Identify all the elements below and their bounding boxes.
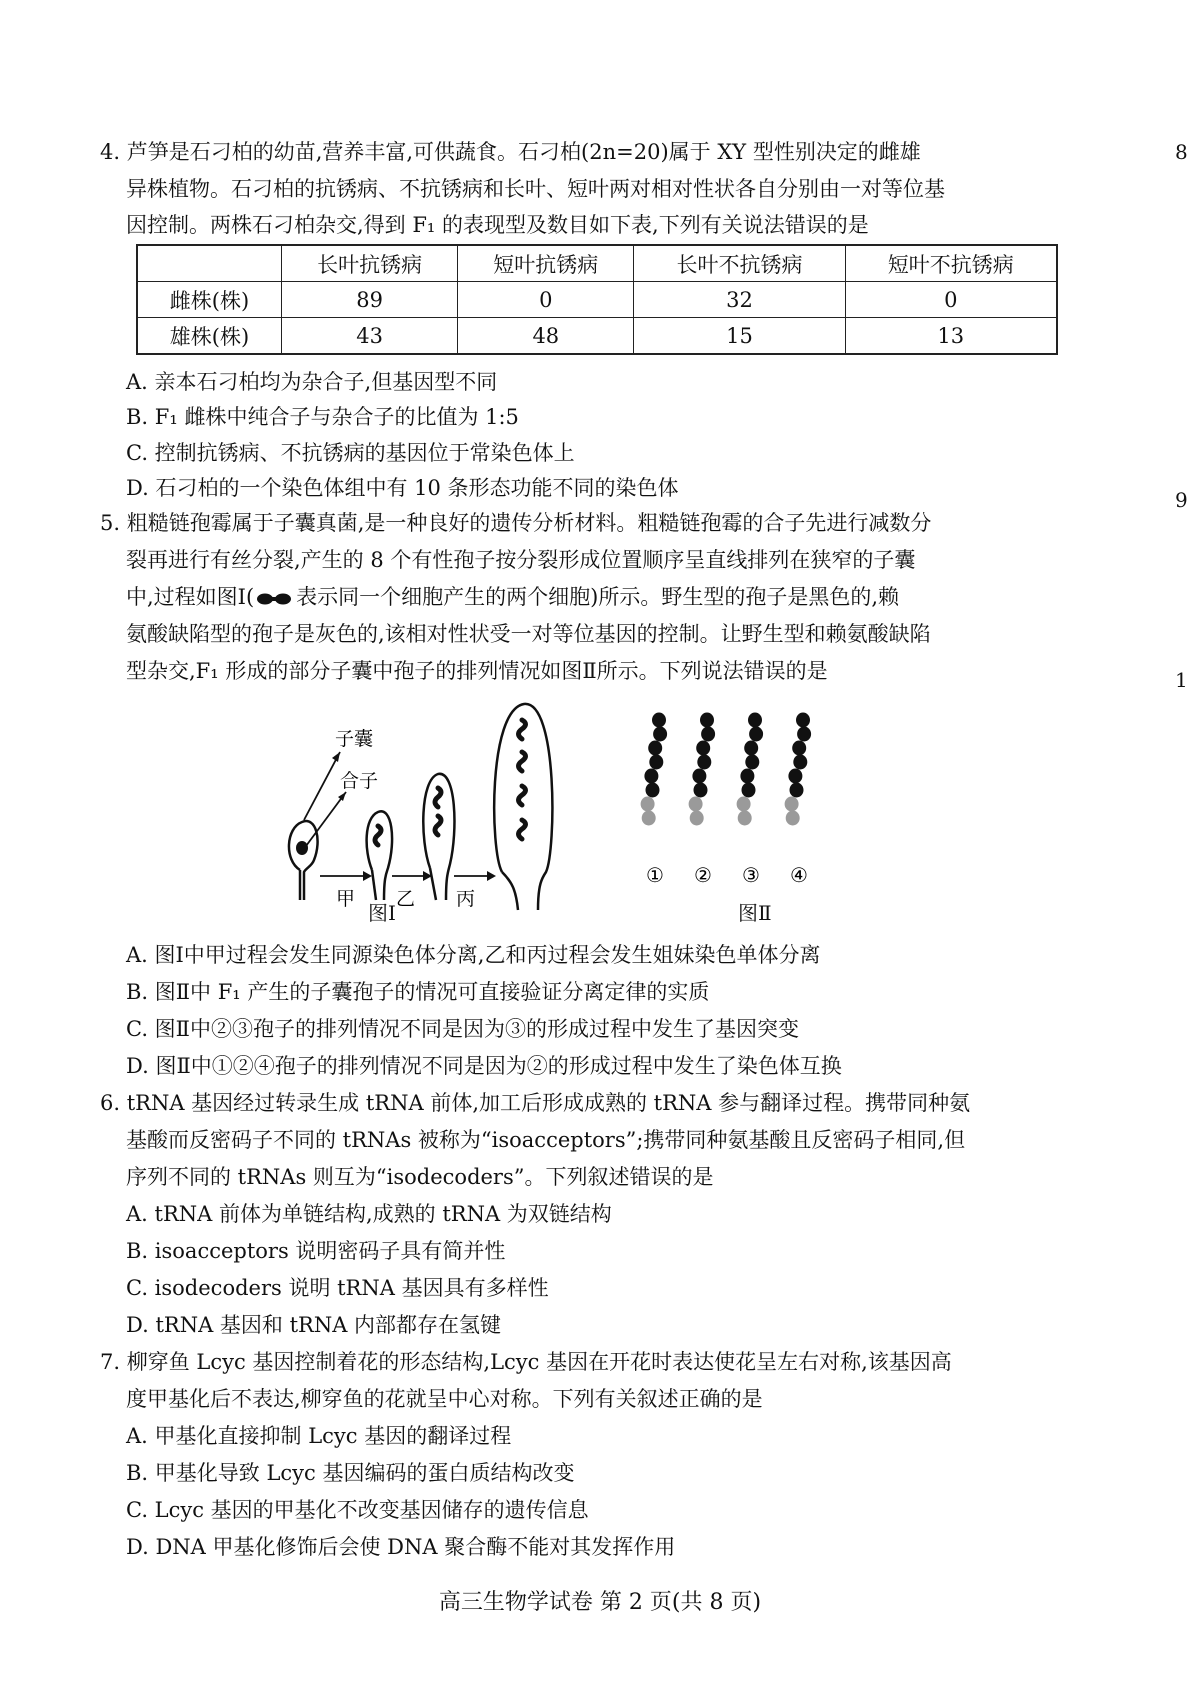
f1-phenotype-table	[136, 244, 1058, 355]
ascus-stage-2	[367, 811, 392, 900]
table-cell: 15	[634, 318, 845, 355]
gray-spore	[642, 811, 656, 826]
black-spore	[792, 741, 806, 756]
label-zygote: 合子	[340, 770, 379, 792]
table-header-cell: 短叶不抗锈病	[845, 245, 1057, 282]
q7-option-d: D. DNA 甲基化修饰后会使 DNA 聚合酶不能对其发挥作用	[126, 1535, 676, 1559]
figure-1-ascus-diagram	[280, 700, 570, 915]
black-spore	[646, 783, 660, 798]
black-spore	[793, 755, 807, 770]
table-cell: 48	[458, 318, 634, 355]
label-ascus-2: ②	[694, 863, 712, 887]
table-header-row	[137, 245, 1057, 282]
q7-stem-line: 度甲基化后不表达,柳穿鱼的花就呈中心对称。下列有关叙述正确的是	[126, 1387, 763, 1411]
black-spore	[652, 713, 666, 728]
q5-stem-fragment: 中,过程如图Ⅰ(	[126, 585, 255, 609]
margin-number: 9	[1175, 488, 1188, 512]
table-cell: 0	[458, 282, 634, 318]
gray-spore	[738, 811, 752, 826]
q7-stem-line: 7. 柳穿鱼 Lcyc 基因控制着花的形态结构,Lcyc 基因在开花时表达使花呈左右对称,该基因高	[100, 1350, 952, 1374]
black-spore	[692, 769, 706, 784]
table-cell: 雄株(株)	[137, 318, 282, 355]
table-cell: 32	[634, 282, 845, 318]
q4-option-b: B. F₁ 雌株中纯合子与杂合子的比值为 1:5	[126, 405, 519, 429]
label-yi: 乙	[396, 888, 416, 910]
label-ascus: 子囊	[335, 728, 374, 750]
table-cell: 89	[282, 282, 458, 318]
table-header-cell: 长叶抗锈病	[282, 245, 458, 282]
table-header-cell	[137, 245, 282, 282]
q5-option-c: C. 图Ⅱ中②③孢子的排列情况不同是因为③的形成过程中发生了基因突变	[126, 1017, 799, 1041]
q4-stem-line: 因控制。两株石刁柏杂交,得到 F₁ 的表现型及数目如下表,下列有关说法错误的是	[126, 213, 869, 237]
q7-option-b: B. 甲基化导致 Lcyc 基因编码的蛋白质结构改变	[126, 1461, 575, 1485]
black-spore	[653, 727, 667, 742]
black-spore	[788, 769, 802, 784]
black-spore	[748, 713, 762, 728]
q6-option-c: C. isodecoders 说明 tRNA 基因具有多样性	[126, 1276, 549, 1300]
q7-option-a: A. 甲基化直接抑制 Lcyc 基因的翻译过程	[126, 1424, 512, 1448]
gray-spore	[689, 797, 703, 812]
black-spore	[740, 769, 754, 784]
black-spore	[696, 741, 710, 756]
table-cell: 43	[282, 318, 458, 355]
label-ascus-3: ③	[742, 863, 760, 887]
table-header-cell: 长叶不抗锈病	[634, 245, 845, 282]
black-spore	[701, 727, 715, 742]
q5-stem-line: 裂再进行有丝分裂,产生的 8 个有性孢子按分裂形成位置顺序呈直线排列在狭窄的子囊	[126, 548, 916, 572]
table-row	[137, 318, 1057, 355]
q4-stem-line: 异株植物。石刁柏的抗锈病、不抗锈病和长叶、短叶两对相对性状各自分别由一对等位基	[126, 177, 945, 201]
table-header-cell: 短叶抗锈病	[458, 245, 634, 282]
gray-spore	[737, 797, 751, 812]
figure-2-caption: 图Ⅱ	[738, 901, 772, 925]
figure-1-caption: 图Ⅰ	[368, 901, 396, 925]
q5-option-a: A. 图Ⅰ中甲过程会发生同源染色体分离,乙和丙过程会发生姐妹染色单体分离	[126, 943, 821, 967]
q4-stem-line: 4. 芦笋是石刁柏的幼苗,营养丰富,可供蔬食。石刁柏(2n=20)属于 XY 型性别决定的雌雄	[100, 140, 921, 164]
paired-cells-icon	[256, 592, 294, 606]
arrow-to-ascus	[304, 752, 340, 820]
margin-number: 1	[1175, 668, 1188, 692]
q5-stem-line: 氨酸缺陷型的孢子是灰色的,该相对性状受一对等位基因的控制。让野生型和赖氨酸缺陷	[126, 622, 931, 646]
gray-spore	[786, 811, 800, 826]
table-cell: 13	[845, 318, 1057, 355]
q5-stem-fragment: 表示同一个细胞产生的两个细胞)所示。野生型的孢子是黑色的,赖	[296, 585, 900, 609]
black-spore	[744, 741, 758, 756]
black-spore	[790, 783, 804, 798]
black-spore	[697, 755, 711, 770]
q6-option-b: B. isoacceptors 说明密码子具有简并性	[126, 1239, 506, 1263]
black-spore	[796, 713, 810, 728]
q4-option-c: C. 控制抗锈病、不抗锈病的基因位于常染色体上	[126, 441, 575, 465]
page-footer: 高三生物学试卷 第 2 页(共 8 页)	[438, 1590, 762, 1615]
gray-spore	[785, 797, 799, 812]
q6-option-d: D. tRNA 基因和 tRNA 内部都存在氢键	[126, 1313, 502, 1337]
black-spore	[745, 755, 759, 770]
q5-stem-line	[126, 582, 899, 612]
arrow-to-zygote	[306, 792, 346, 846]
label-jia: 甲	[336, 888, 356, 910]
black-spore	[644, 769, 658, 784]
q4-option-a: A. 亲本石刁柏均为杂合子,但基因型不同	[126, 370, 498, 394]
table-cell: 0	[845, 282, 1057, 318]
black-spore	[648, 741, 662, 756]
gray-spore	[690, 811, 704, 826]
zygote-ascus	[289, 821, 318, 900]
table-row	[137, 282, 1057, 318]
q5-stem-line: 5. 粗糙链孢霉属于子囊真菌,是一种良好的遗传分析材料。粗糙链孢霉的合子先进行减数分	[100, 511, 932, 535]
figure-2-spore-arrangements	[640, 712, 880, 887]
q7-option-c: C. Lcyc 基因的甲基化不改变基因储存的遗传信息	[126, 1498, 589, 1522]
q6-stem-line: 基酸而反密码子不同的 tRNAs 被称为“isoacceptors”;携带同种氨基酸且反密码子相同,但	[126, 1128, 966, 1152]
q5-option-d: D. 图Ⅱ中①②④孢子的排列情况不同是因为②的形成过程中发生了染色体互换	[126, 1054, 842, 1078]
q5-option-b: B. 图Ⅱ中 F₁ 产生的子囊孢子的情况可直接验证分离定律的实质	[126, 980, 710, 1004]
label-ascus-1: ①	[646, 863, 664, 887]
black-spore	[700, 713, 714, 728]
spore-columns	[641, 713, 812, 826]
q6-stem-line: 6. tRNA 基因经过转录生成 tRNA 前体,加工后形成成熟的 tRNA 参与翻译过程。携带同种氨	[100, 1091, 971, 1115]
black-spore	[649, 755, 663, 770]
black-spore	[797, 727, 811, 742]
label-ascus-4: ④	[790, 863, 808, 887]
q5-stem-line: 型杂交,F₁ 形成的部分子囊中孢子的排列情况如图Ⅱ所示。下列说法错误的是	[126, 659, 828, 683]
black-spore	[742, 783, 756, 798]
q6-option-a: A. tRNA 前体为单链结构,成熟的 tRNA 为双链结构	[126, 1202, 612, 1226]
label-bing: 丙	[456, 888, 476, 910]
table-cell: 雌株(株)	[137, 282, 282, 318]
q4-option-d: D. 石刁柏的一个染色体组中有 10 条形态功能不同的染色体	[126, 476, 679, 500]
gray-spore	[641, 797, 655, 812]
black-spore	[749, 727, 763, 742]
black-spore	[694, 783, 708, 798]
margin-number: 8	[1175, 140, 1188, 164]
q6-stem-line: 序列不同的 tRNAs 则互为“isodecoders”。下列叙述错误的是	[126, 1165, 714, 1189]
ascus-mature	[494, 704, 552, 910]
ascus-stage-3	[423, 774, 454, 900]
